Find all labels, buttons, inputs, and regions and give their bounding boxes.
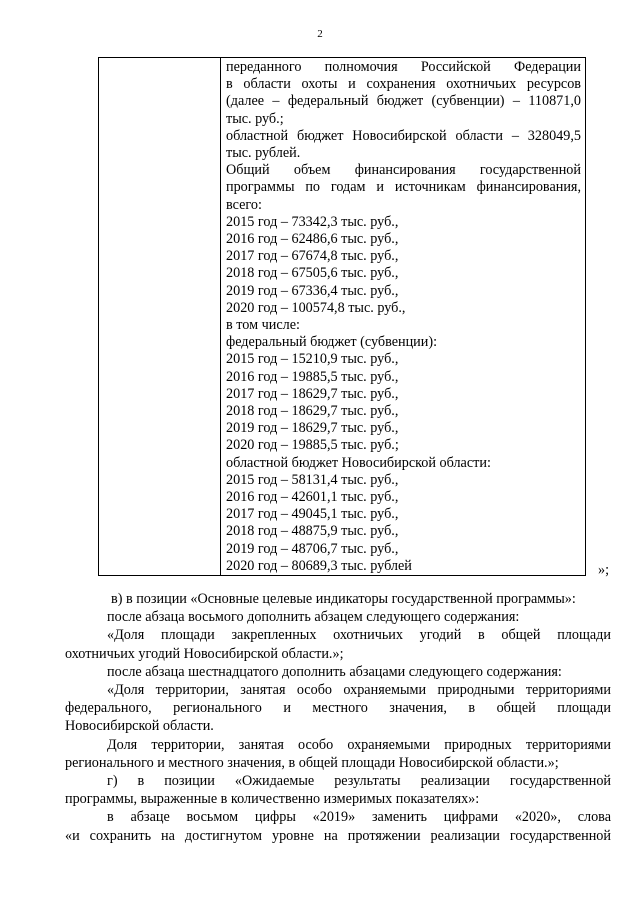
financing-table [98,57,586,576]
paragraph-line: Новосибирской области. [65,718,214,735]
page-number: 2 [317,28,323,40]
table-line: 2016 год – 42601,1 тыс. руб., [226,489,399,506]
table-line: 2020 год – 80689,3 тыс. рублей [226,557,412,574]
table-line: 2015 год – 58131,4 тыс. руб., [226,471,399,488]
paragraph-line: регионального и местного значения, в общей площади Новосибирской области.»; [65,754,559,771]
table-line: 2015 год – 15210,9 тыс. руб., [226,351,399,368]
table-left-cell [99,58,221,576]
table-line: переданного полномочия Российской Федерации [226,59,581,75]
table-row [99,58,586,576]
paragraph-line: Доля территории, занятая особо охраняемыми природных территориями [107,736,611,753]
paragraph-line: г) в позиции «Ожидаемые результаты реализации государственной [107,773,611,790]
table-closing-mark: »; [598,562,610,578]
paragraph-line: после абзаца шестнадцатого дополнить абзацами следующего содержания: [107,663,562,680]
paragraph-line: в абзаце восьмом цифры «2019» заменить цифрами «2020», слова [107,809,611,826]
table-line: 2020 год – 19885,5 тыс. руб.; [226,437,399,454]
table-line: в том числе: [226,317,300,334]
table-line: программы по годам и источникам финансирования, [226,179,581,196]
table-right-cell [221,58,586,576]
table-line: тыс. рублей. [226,145,301,162]
table-line: 2016 год – 62486,6 тыс. руб., [226,231,399,248]
paragraph-line: охотничьих угодий Новосибирской области.»; [65,645,344,662]
table-line: 2020 год – 100574,8 тыс. руб., [226,299,406,316]
paragraph-line: программы, выраженные в количественно измеримых показателях»: [65,791,480,808]
paragraph-line: «Доля территории, занятая особо охраняемыми природными территориями [107,682,611,699]
amendment-text [65,590,611,845]
table-line: 2019 год – 67336,4 тыс. руб., [226,282,399,299]
table-line: областной бюджет Новосибирской области: [226,454,491,471]
table-line: в области охоты и сохранения охотничьих ресурсов [226,76,581,93]
table-line: федеральный бюджет (субвенции): [226,334,438,351]
table-line: всего: [226,196,262,213]
paragraph-line: в) в позиции «Основные целевые индикаторы государственной программы»: [111,591,576,607]
table-line: 2015 год – 73342,3 тыс. руб., [226,213,399,230]
table-line: (далее – федеральный бюджет (субвенции) – 110871,0 [226,93,581,110]
table-line: 2018 год – 18629,7 тыс. руб., [226,403,399,420]
table-line: 2017 год – 67674,8 тыс. руб., [226,248,399,265]
paragraph-line: после абзаца восьмого дополнить абзацем следующего содержания: [107,609,520,626]
table-line: областной бюджет Новосибирской области – 328049,5 [226,127,581,144]
table-line: 2019 год – 48706,7 тыс. руб., [226,540,399,557]
table-line: 2017 год – 49045,1 тыс. руб., [226,506,399,523]
table-line: тыс. руб.; [226,110,284,127]
paragraph-line: федерального, регионального и местного значения, в общей площади [65,700,611,717]
table-line: 2019 год – 18629,7 тыс. руб., [226,420,399,437]
table-line: Общий объем финансирования государственной [226,162,581,179]
table-line: 2016 год – 19885,5 тыс. руб., [226,368,399,385]
paragraph-line: «и сохранить на достигнутом уровне на протяжении реализации государственной [65,827,611,844]
paragraph-line: «Доля площади закрепленных охотничьих угодий в общей площади [107,627,611,644]
table-line: 2017 год – 18629,7 тыс. руб., [226,385,399,402]
table-line: 2018 год – 48875,9 тыс. руб., [226,523,399,540]
table-line: 2018 год – 67505,6 тыс. руб., [226,265,399,282]
